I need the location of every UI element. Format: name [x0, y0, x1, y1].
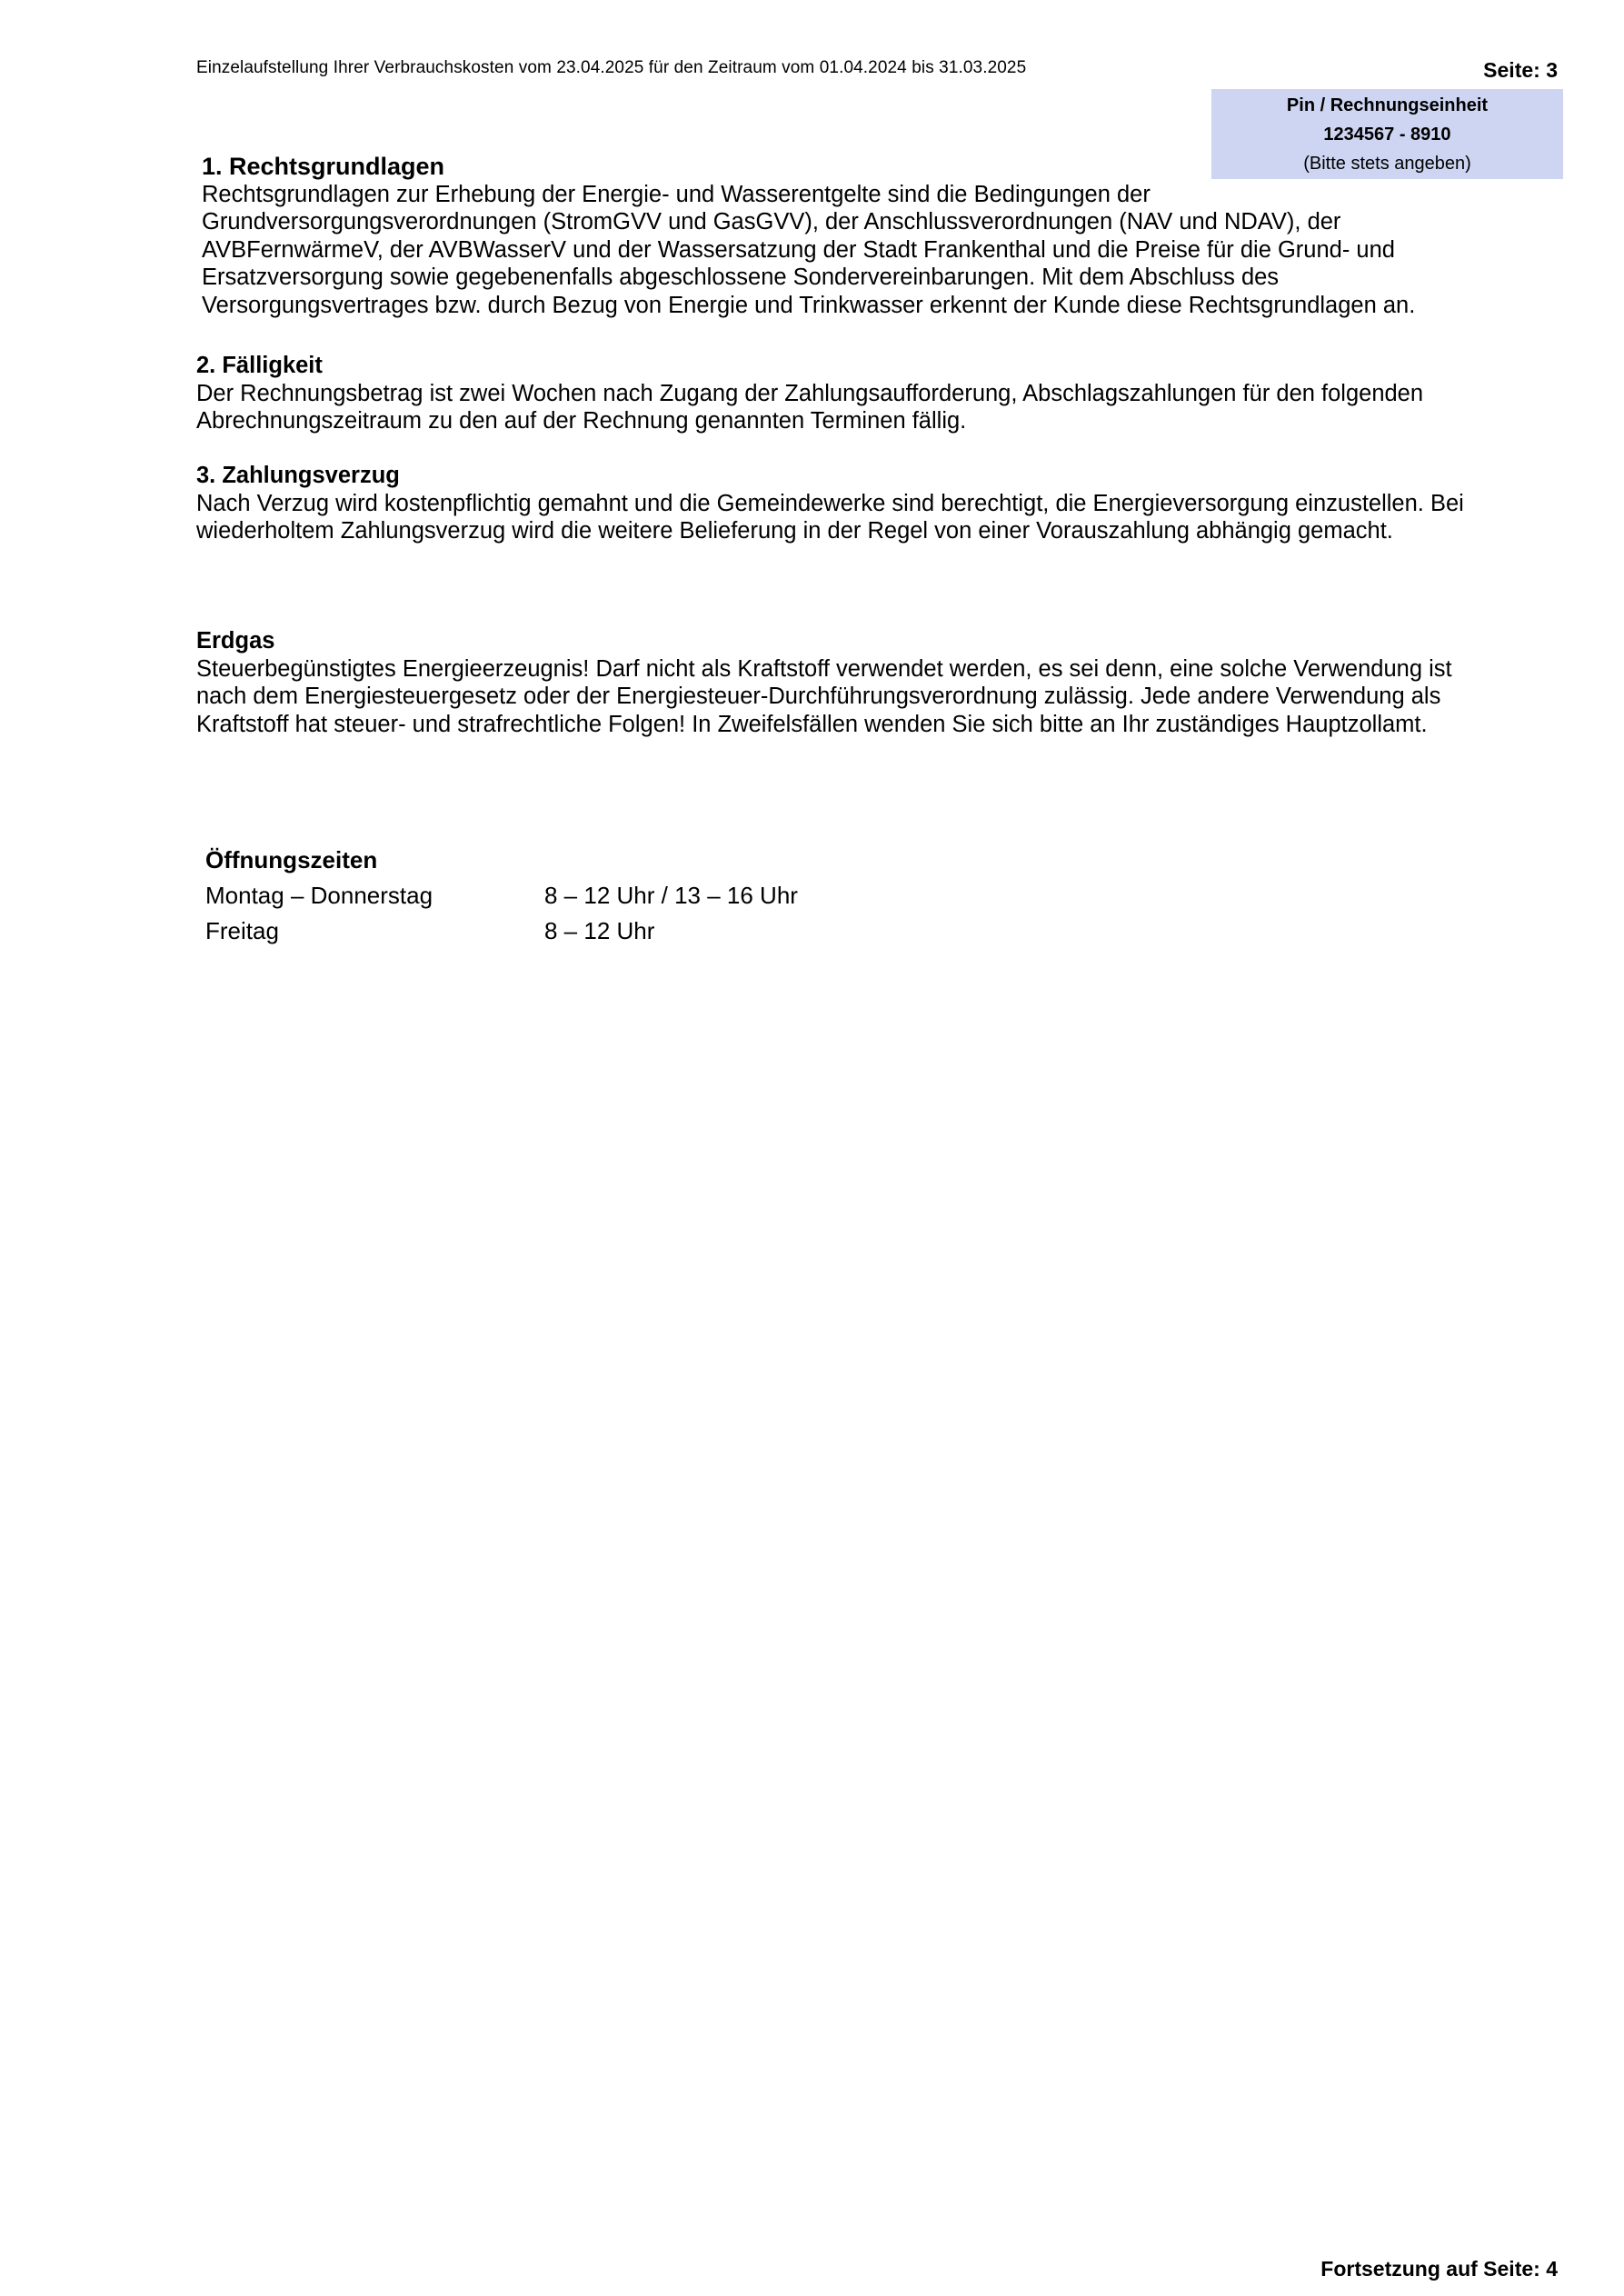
opening-hours-day: Montag – Donnerstag	[205, 882, 433, 909]
section-line: wiederholtem Zahlungsverzug wird die weitere Belieferung in der Regel von einer Vorauszahlung abhängig gemacht.	[196, 518, 1393, 544]
section-line: Abrechnungszeitraum zu den auf der Rechnung genannten Terminen fällig.	[196, 408, 967, 434]
section-line: Rechtsgrundlagen zur Erhebung der Energie- und Wasserentgelte sind die Bedingungen der	[202, 181, 1151, 207]
opening-hours-row	[205, 878, 798, 913]
continuation-note: Fortsetzung auf Seite: 4	[1320, 2257, 1558, 2281]
section-heading: 3. Zahlungsverzug	[196, 463, 400, 488]
section-payment-default	[196, 462, 1559, 545]
section-line: AVBFernwärmeV, der AVBWasserV und der Wassersatzung der Stadt Frankenthal und die Preise für die Grund- und	[202, 236, 1395, 263]
opening-hours-day: Freitag	[205, 917, 279, 944]
opening-hours-title: Öffnungszeiten	[205, 846, 378, 873]
section-line: Nach Verzug wird kostenpflichtig gemahnt und die Gemeindewerke sind berechtigt, die Energieversorgung einzustellen. Bei	[196, 490, 1464, 516]
section-heading: 1. Rechtsgrundlagen	[202, 153, 445, 180]
section-line: Ersatzversorgung sowie gegebenenfalls abgeschlossene Sondervereinbarungen. Mit dem Abschluss des	[202, 265, 1280, 290]
section-heading: Erdgas	[196, 628, 275, 654]
statement-header: Einzelaufstellung Ihrer Verbrauchskosten vom 23.04.2025 für den Zeitraum vom 01.04.2024 bis 31.03.2025	[196, 58, 1027, 77]
page-number: Seite: 3	[1483, 58, 1558, 82]
section-line: Der Rechnungsbetrag ist zwei Wochen nach Zugang der Zahlungsaufforderung, Abschlagszahlungen für den folgenden	[196, 380, 1424, 406]
section-due-date	[196, 352, 1559, 435]
pin-box-number: 1234567 - 8910	[1323, 125, 1451, 145]
section-line: Steuerbegünstigtes Energieerzeugnis! Darf nicht als Kraftstoff verwendet werden, es sei denn, eine solche Verwendung ist	[196, 655, 1452, 682]
section-line: Kraftstoff hat steuer- und strafrechtliche Folgen! In Zweifelsfällen wenden Sie sich bitte an Ihr zuständiges Hauptzollamt.	[196, 711, 1428, 737]
section-heading: 2. Fälligkeit	[196, 353, 323, 378]
section-line: Grundversorgungsverordnungen (StromGVV und GasGVV), der Anschlussverordnungen (NAV und NDAV), der	[202, 209, 1341, 235]
opening-hours	[205, 843, 798, 949]
opening-hours-time: 8 – 12 Uhr	[544, 917, 655, 944]
pin-box-note: (Bitte stets angeben)	[1303, 154, 1471, 174]
opening-hours-row	[205, 913, 798, 949]
opening-hours-time: 8 – 12 Uhr / 13 – 16 Uhr	[544, 882, 798, 909]
section-legal-basis	[202, 153, 1565, 319]
section-line: nach dem Energiesteuergesetz oder der Energiesteuer-Durchführungsverordnung zulässig. Jede andere Verwendung als	[196, 684, 1441, 709]
section-line: Versorgungsvertrages bzw. durch Bezug von Energie und Trinkwasser erkennt der Kunde diese Rechtsgrundlagen an.	[202, 292, 1416, 318]
pin-box-title: Pin / Rechnungseinheit	[1286, 95, 1489, 115]
section-natural-gas	[196, 627, 1559, 738]
